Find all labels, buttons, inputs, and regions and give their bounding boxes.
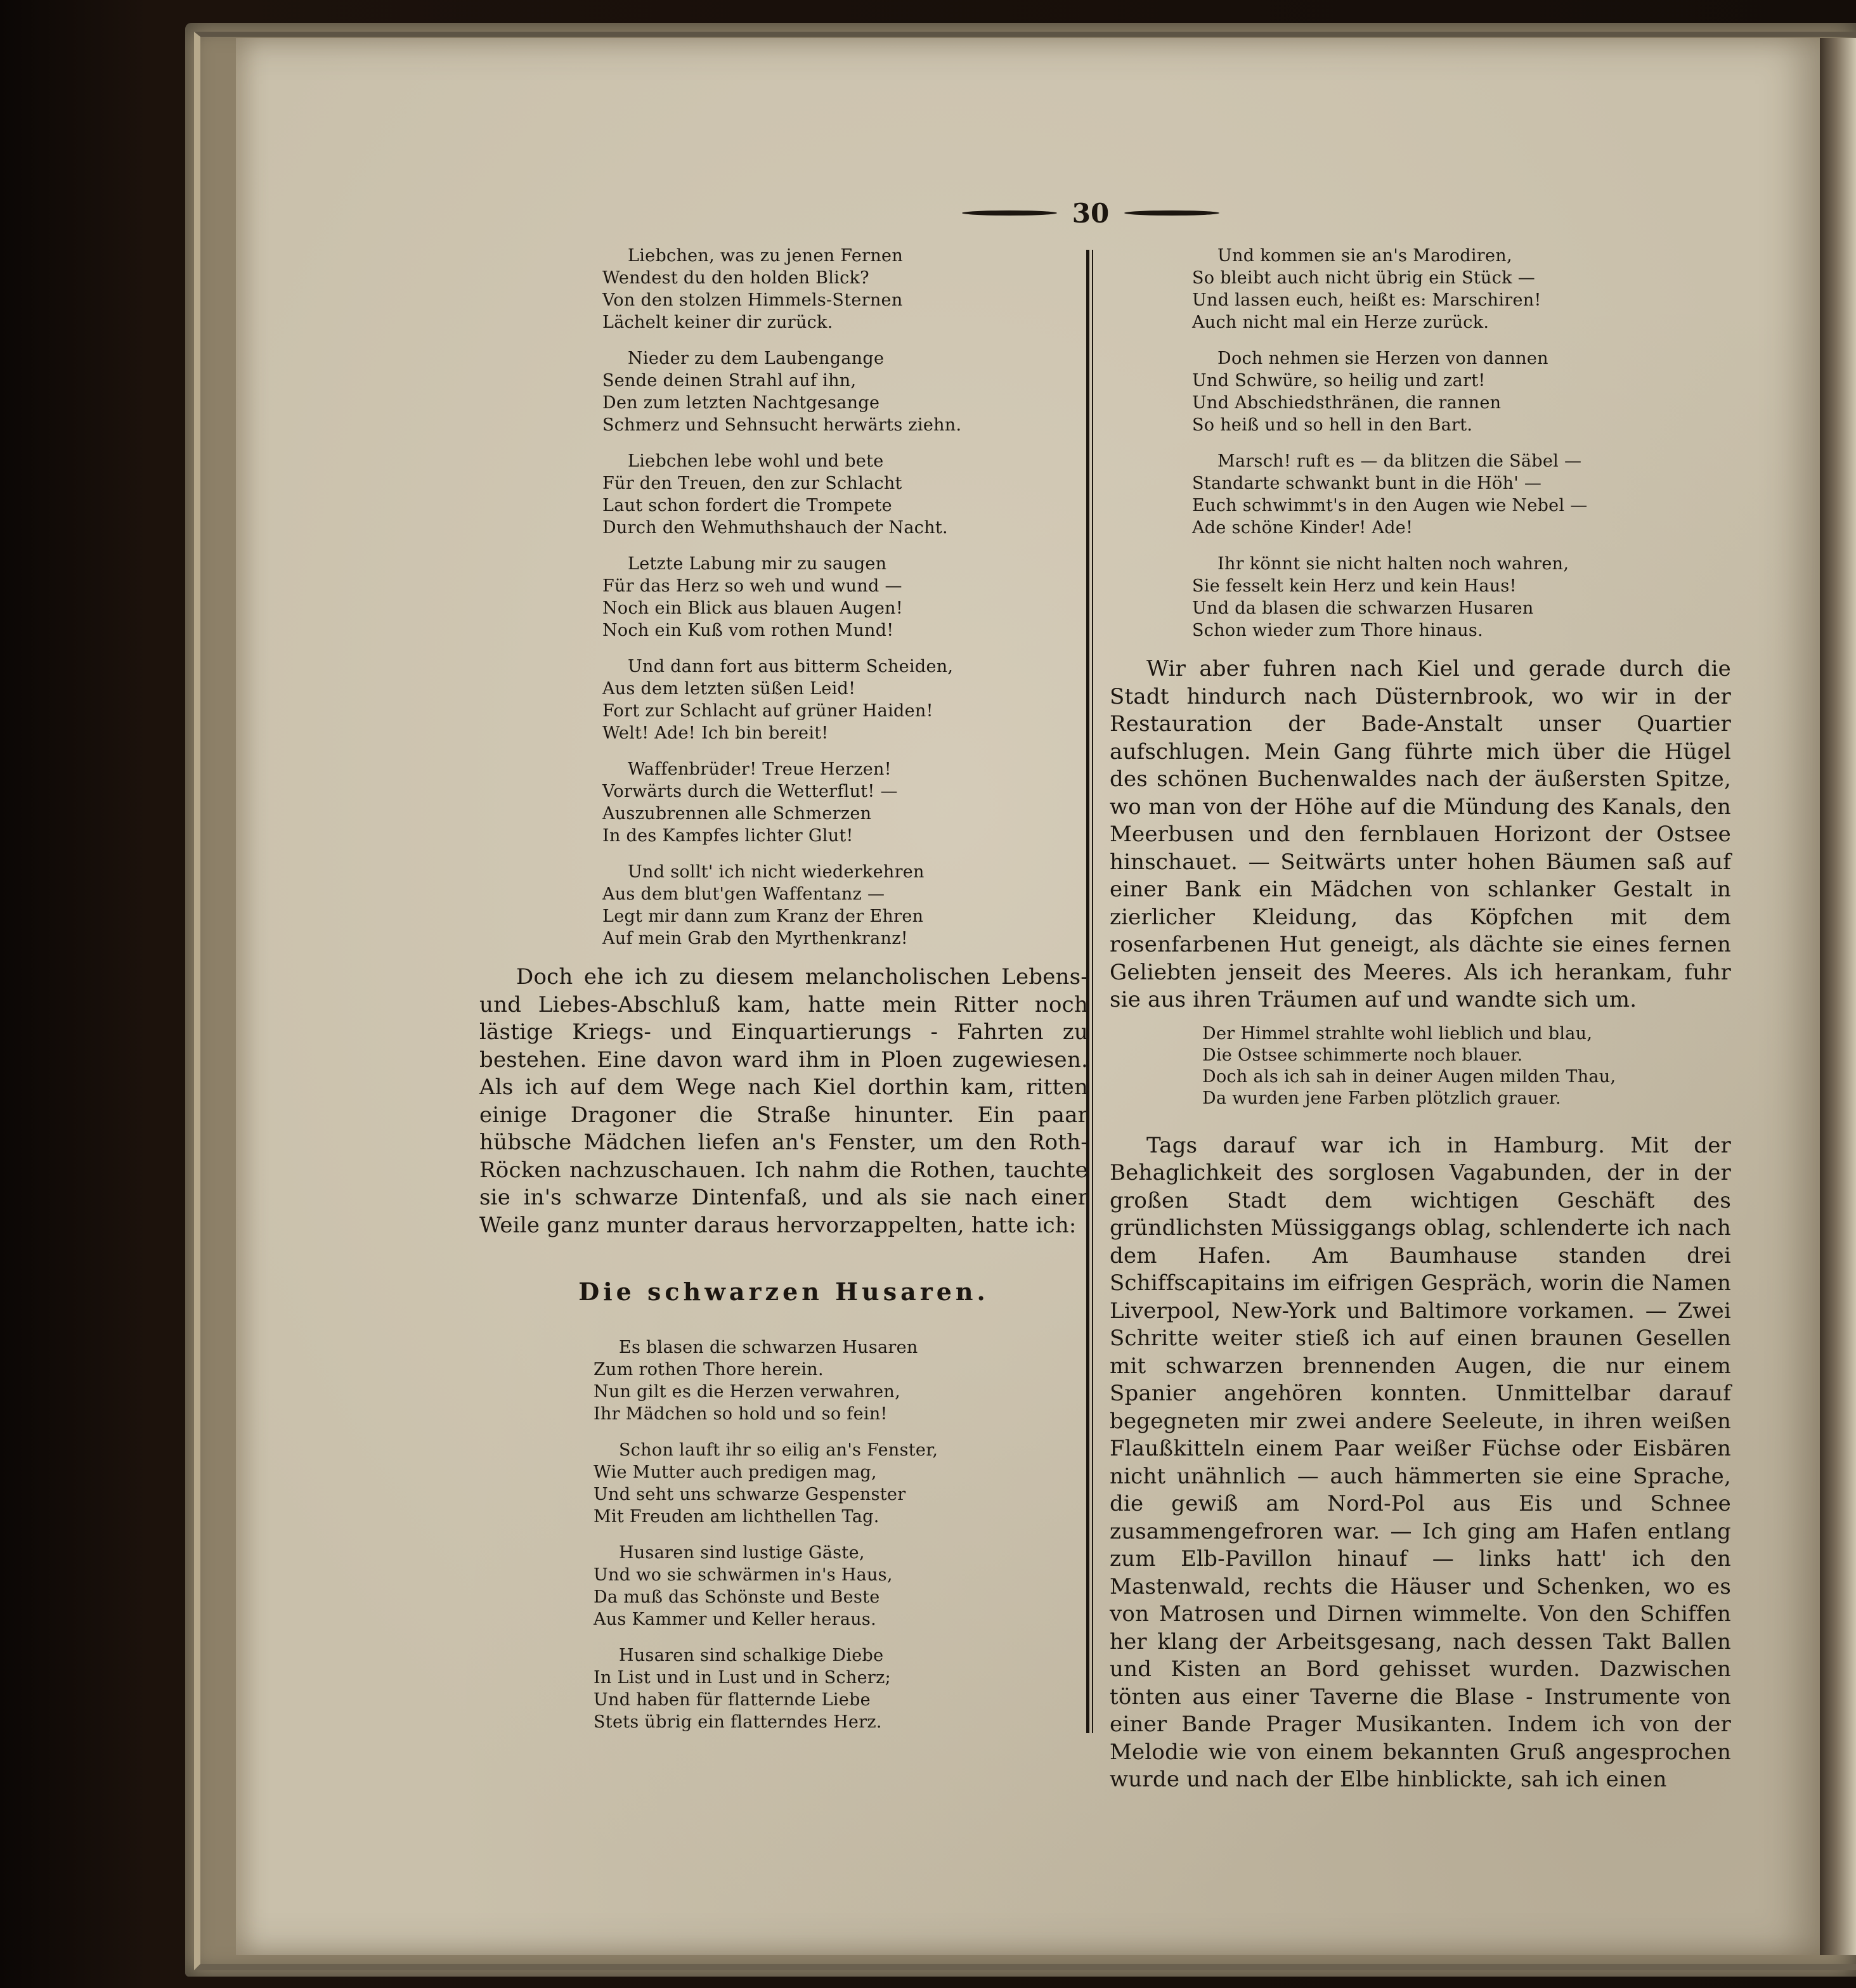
verse-line: Aus Kammer und Keller heraus.: [594, 1610, 876, 1629]
verse-line: Da muß das Schönste und Beste: [594, 1587, 880, 1607]
poem-schwarze-husaren-continued: [1110, 245, 1731, 642]
verse-line: Laut schon fordert die Trompete: [602, 496, 892, 515]
verse-line: Euch schwimmt's in den Augen wie Nebel —: [1192, 496, 1588, 515]
verse-line: Und haben für flatternde Liebe: [594, 1690, 871, 1710]
stanza: [1192, 450, 1731, 539]
stanza: [602, 861, 1088, 950]
left-prose: [479, 964, 1088, 1239]
verse-line: Ihr Mädchen so hold und so fein!: [594, 1404, 888, 1424]
verse-line: Noch ein Blick aus blauen Augen!: [602, 598, 904, 618]
verse-line: Den zum letzten Nachtgesange: [602, 393, 880, 413]
verse-line: Der Himmel strahlte wohl lieblich und blau,: [1202, 1023, 1593, 1043]
verse-line: Waffenbrüder! Treue Herzen!: [628, 759, 892, 779]
stanza: [594, 1542, 1088, 1630]
verse-line: Sie fesselt kein Herz und kein Haus!: [1192, 576, 1517, 596]
book-gutter: [1820, 38, 1856, 1955]
page-header: [938, 188, 1243, 238]
stanza: [594, 1336, 1088, 1425]
quoted-verse: [1110, 1023, 1731, 1109]
right-column: [1110, 245, 1731, 1794]
verse-line: Aus dem letzten süßen Leid!: [602, 679, 856, 699]
poem-title: Die schwarzen Husaren.: [578, 1277, 989, 1306]
verse-line: Marsch! ruft es — da blitzen die Säbel —: [1217, 451, 1582, 471]
verse-line: Noch ein Kuß vom rothen Mund!: [602, 621, 894, 640]
verse-line: Mit Freuden am lichthellen Tag.: [594, 1507, 879, 1526]
stanza: [594, 1644, 1088, 1733]
verse-line: Nun gilt es die Herzen verwahren,: [594, 1382, 900, 1402]
prose-paragraph: Tags darauf war ich in Hamburg. Mit der Behaglichkeit des sorglosen Vagabunden, der in der großen Stadt dem wichtigen Geschäft des gründlichsten Müssiggangs oblag, schlenderte ich nach dem Hafen. Am Baumhause standen drei Schiffscapitains im eifrigen Gespräch, worin die Namen Liverpool, New-York und Baltimore vorkamen. — Zwei Schritte weiter stieß ich auf einen braunen Gesellen mit schwarzen brennenden Augen, die nur einem Spanier angehören konnten. Unmittelbar darauf begegneten mir zwei andere Seeleute, in ihren weißen Flaußkitteln einem Paar weißer Füchse oder Eisbären nicht unähnlich — auch hämmerten sie eine Sprache, die gewiß am Nord-Pol aus Eis und Schnee zusammengefroren war. — Ich ging am Hafen entlang zum Elb-Pavillon hinauf — links hatt' ich den Mastenwald, rechts die Häuser und Schenken, wo es von Matrosen und Dirnen wimmelte. Von den Schiffen her klang der Arbeitsgesang, nach dessen Takt Ballen und Kisten an Bord gehisset wurden. Dazwischen tönten aus einer Taverne die Blase - Instrumente von einer Bande Prager Musikanten. Indem ich von der Melodie wie von einem bekannten Gruß angesprochen wurde und nach der Elbe hinblickte, sah ich einen: [1110, 1132, 1731, 1792]
verse-line: Für das Herz so weh und wund —: [602, 576, 902, 596]
verse-line: Es blasen die schwarzen Husaren: [619, 1338, 918, 1357]
verse-line: Welt! Ade! Ich bin bereit!: [602, 723, 829, 743]
verse-line: Schon wieder zum Thore hinaus.: [1192, 621, 1483, 640]
verse-line: Auf mein Grab den Myrthenkranz!: [602, 929, 908, 948]
stanza: [602, 655, 1088, 744]
verse-line: Die Ostsee schimmerte noch blauer.: [1202, 1045, 1523, 1065]
verse-line: Und Schwüre, so heilig und zart!: [1192, 371, 1486, 390]
stanza: [602, 245, 1088, 333]
verse-line: Ade schöne Kinder! Ade!: [1192, 518, 1413, 538]
verse-line: Nieder zu dem Laubengange: [628, 349, 885, 368]
verse-line: Fort zur Schlacht auf grüner Haiden!: [602, 701, 933, 721]
right-prose-2: [1110, 1132, 1731, 1794]
verse-line: Liebchen lebe wohl und bete: [628, 451, 884, 471]
verse-line: Auszubrennen alle Schmerzen: [602, 804, 872, 823]
verse-line: Auch nicht mal ein Herze zurück.: [1192, 313, 1489, 332]
verse-line: Doch nehmen sie Herzen von dannen: [1217, 349, 1548, 368]
verse-line: Und wo sie schwärmen in's Haus,: [594, 1565, 893, 1585]
verse-line: Ihr könnt sie nicht halten noch wahren,: [1217, 554, 1569, 574]
page-number: 30: [1072, 197, 1110, 229]
stanza: [1192, 553, 1731, 642]
prose-paragraph: Wir aber fuhren nach Kiel und gerade durch die Stadt hindurch nach Düsternbrook, wo wir in der Restauration der Bade-Anstalt unser Quartier aufschlugen. Mein Gang führte mich über die Hügel des schönen Buchenwaldes nach der äußersten Spitze, wo man von der Höhe auf die Mündung des Kanals, den Meerbusen und den fernblauen Horizont der Ostsee hinschauet. — Seitwärts unter hohen Bäumen saß auf einer Bank ein Mädchen von schlanker Gestalt in zierlicher Kleidung, das Köpfchen mit dem rosenfarbenen Hut geneigt, als dächte sie eines fernen Geliebten jenseit des Meeres. Als ich herankam, fuhr sie aus ihren Träumen auf und wandte sich um.: [1110, 656, 1731, 1012]
verse-line: So heiß und so hell in den Bart.: [1192, 415, 1473, 435]
verse-line: Vorwärts durch die Wetterflut! —: [602, 782, 898, 801]
stanza: [602, 347, 1088, 436]
verse-line: Und kommen sie an's Marodiren,: [1217, 246, 1512, 266]
verse-line: Und seht uns schwarze Gespenster: [594, 1485, 906, 1504]
verse-line: Von den stolzen Himmels-Sternen: [602, 290, 903, 310]
stanza: [602, 553, 1088, 642]
stanza: [1192, 347, 1731, 436]
verse-line: Wie Mutter auch predigen mag,: [594, 1462, 877, 1482]
verse-line: Stets übrig ein flatterndes Herz.: [594, 1712, 882, 1732]
stanza: [1192, 245, 1731, 333]
verse-line: Standarte schwankt bunt in die Höh' —: [1192, 474, 1542, 493]
verse-line: Sende deinen Strahl auf ihn,: [602, 371, 857, 390]
verse-line: Und Abschiedsthränen, die rannen: [1192, 393, 1502, 413]
verse-line: Husaren sind schalkige Diebe: [619, 1646, 884, 1665]
verse-line: Legt mir dann zum Kranz der Ehren: [602, 907, 924, 926]
verse-line: Doch als ich sah in deiner Augen milden Thau,: [1202, 1066, 1616, 1087]
verse-line: Und lassen euch, heißt es: Marschiren!: [1192, 290, 1541, 310]
verse-line: Husaren sind lustige Gäste,: [619, 1543, 865, 1563]
ornament-rule-right: [1124, 210, 1219, 216]
verse-line: Und sollt' ich nicht wiederkehren: [628, 862, 925, 882]
verse-line: Letzte Labung mir zu saugen: [628, 554, 887, 574]
left-column: [479, 245, 1088, 1747]
right-prose-1: [1110, 655, 1731, 1014]
verse-line: In des Kampfes lichter Glut!: [602, 826, 853, 846]
verse-line: Wendest du den holden Blick?: [602, 268, 869, 288]
ornament-rule-left: [962, 210, 1057, 216]
stanza: [602, 450, 1088, 539]
verse-line: Aus dem blut'gen Waffentanz —: [602, 884, 885, 904]
prose-paragraph: Doch ehe ich zu diesem melancholischen Lebens- und Liebes-Abschluß kam, hatte mein Ritter noch lästige Kriegs- und Einquartierungs - Fahrten zu bestehen. Eine davon ward ihm in Ploen zugewiesen. Als ich auf dem Wege nach Kiel dorthin kam, ritten einige Dragoner die Straße hinunter. Ein paar hübsche Mädchen liefen an's Fenster, um den Roth-Röcken nachzuschauen. Ich nahm die Rothen, tauchte sie in's schwarze Dintenfaß, und als sie nach einer Weile ganz munter daraus hervorzappelten, hatte ich:: [479, 964, 1088, 1238]
verse-line: Schon lauft ihr so eilig an's Fenster,: [619, 1440, 938, 1460]
verse-line: Zum rothen Thore herein.: [594, 1360, 824, 1379]
verse-line: In List und in Lust und in Scherz;: [594, 1668, 892, 1688]
verse-line: Liebchen, was zu jenen Fernen: [628, 246, 904, 266]
verse-line: Für den Treuen, den zur Schlacht: [602, 474, 902, 493]
column-divider-inner: [1092, 250, 1093, 1733]
verse-line: Da wurden jene Farben plötzlich grauer.: [1202, 1088, 1561, 1108]
verse-line: Und dann fort aus bitterm Scheiden,: [628, 657, 954, 676]
poem-liebchen: [479, 245, 1088, 950]
verse-line: Schmerz und Sehnsucht herwärts ziehn.: [602, 415, 962, 435]
stanza: [594, 1439, 1088, 1528]
stanza: [602, 758, 1088, 847]
verse-line: Lächelt keiner dir zurück.: [602, 313, 833, 332]
poem-schwarze-husaren: [479, 1336, 1088, 1733]
verse-line: So bleibt auch nicht übrig ein Stück —: [1192, 268, 1535, 288]
verse-line: Durch den Wehmuthshauch der Nacht.: [602, 518, 948, 538]
verse-line: Und da blasen die schwarzen Husaren: [1192, 598, 1534, 618]
